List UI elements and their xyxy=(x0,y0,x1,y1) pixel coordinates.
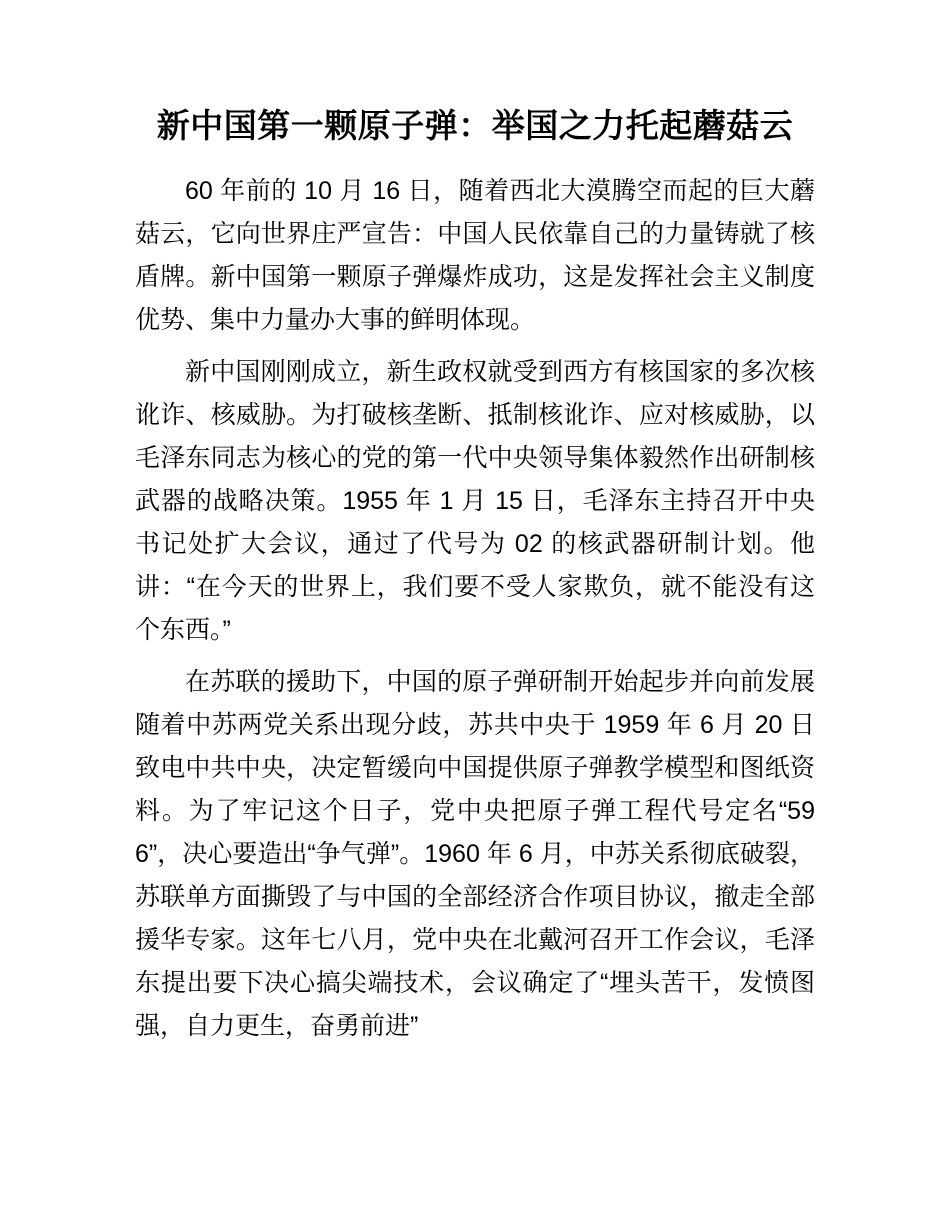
paragraph-soviet-aid-596: 在苏联的援助下，中国的原子弹研制开始起步并向前发展随着中苏两党关系出现分歧，苏共中央于 1959 年 6 月 20 日致电中共中央，决定暂缓向中国提供原子弹教学模型和图纸资料。为了牢记这个日子，党中央把原子弹工程代号定名“596”，决心要造出“争气弹”。1960 年 6 月，中苏关系彻底破裂，苏联单方面撕毁了与中国的全部经济合作项目协议，撤走全部援华专家。这年七八月，党中央在北戴河召开工作会议，毛泽东提出要下决心搞尖端技术，会议确定了“埋头苦干，发愤图强，自力更生，奋勇前进” xyxy=(135,668,815,1040)
document-title: 新中国第一颗原子弹：举国之力托起蘑菇云 xyxy=(156,107,794,144)
paragraph-strategic-decision: 新中国刚刚成立，新生政权就受到西方有核国家的多次核讹诈、核威胁。为打破核垄断、抵制核讹诈、应对核威胁，以毛泽东同志为核心的党的第一代中央领导集体毅然作出研制核武器的战略决策。1955 年 1 月 15 日，毛泽东主持召开中央书记处扩大会议，通过了代号为 02 的核武器研制计划。他讲：“在今天的世界上，我们要不受人家欺负，就不能没有这个东西。” xyxy=(135,358,815,644)
paragraph-intro: 60 年前的 10 月 16 日，随着西北大漠腾空而起的巨大蘑菇云，它向世界庄严宣告：中国人民依靠自己的力量铸就了核盾牌。新中国第一颗原子弹爆炸成功，这是发挥社会主义制度优势、集中力量办大事的鲜明体现。 xyxy=(135,177,815,334)
